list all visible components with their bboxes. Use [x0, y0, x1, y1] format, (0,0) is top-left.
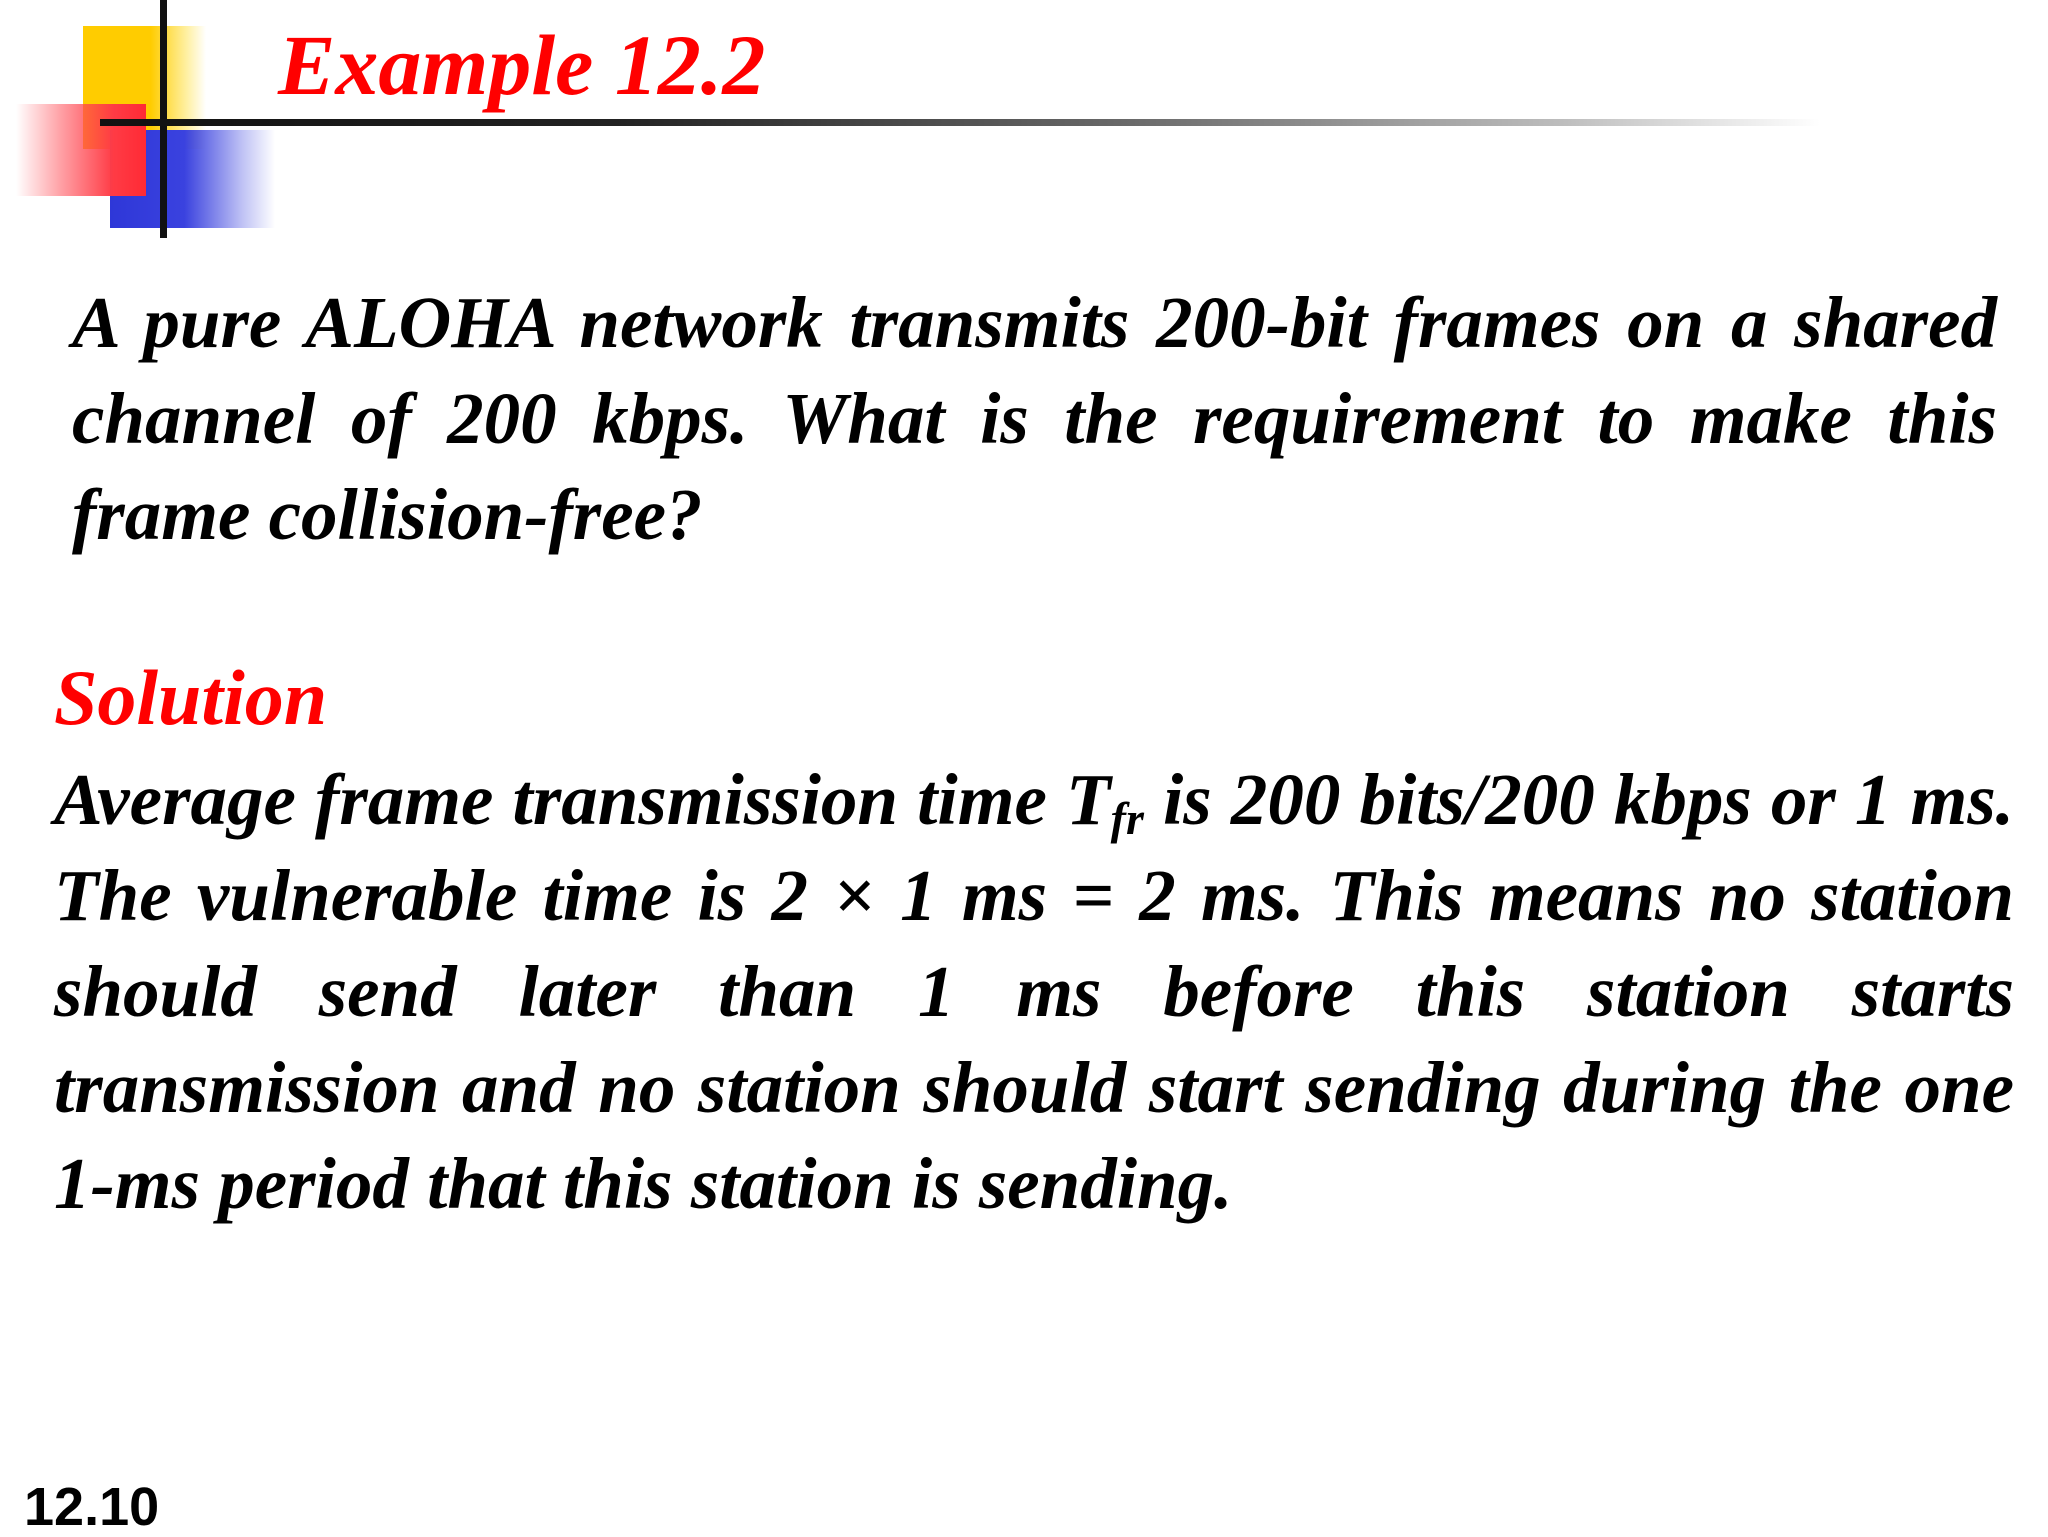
- slide-title: Example 12.2: [278, 17, 766, 113]
- solution-heading: Solution: [54, 654, 328, 741]
- slide-number: 12.10: [24, 1477, 160, 1537]
- solution-subscript: fr: [1110, 793, 1144, 845]
- title-underline-rule: [100, 119, 1820, 126]
- solution-text-part1: Average frame transmission time T: [54, 759, 1111, 840]
- question-text: A pure ALOHA network transmits 200-bit frames on a shared channel of 200 kbps. What is the requirement to make this frame collision-free?: [72, 282, 1997, 555]
- logo-red-square: [16, 104, 146, 196]
- solution-text: [54, 752, 2014, 1232]
- solution-text-part2: is 200 bits/200 kbps or 1 ms. The vulnerable time is 2 × 1 ms = 2 ms. This means no station should send later than 1 ms before this station starts transmission and no station should start sending during the one 1-ms period that this station is sending.: [54, 759, 2014, 1224]
